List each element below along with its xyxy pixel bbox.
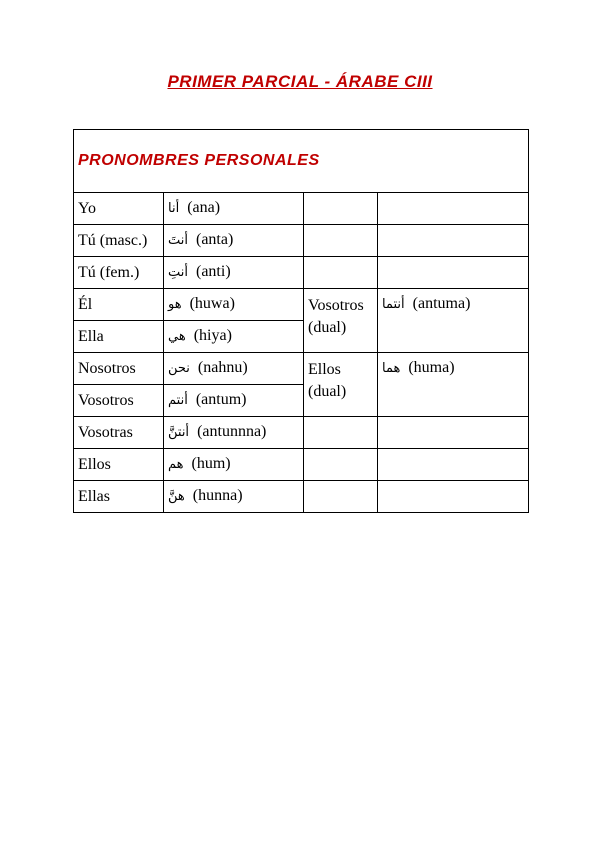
arabic-pronoun-cell (164, 417, 304, 449)
arabic-pronoun: نحن (168, 361, 190, 376)
table-row (74, 481, 529, 513)
transliteration: (hiya) (193, 327, 232, 344)
transliteration: (antum) (195, 391, 247, 408)
transliteration: (hunna) (192, 487, 243, 504)
arabic-pronoun-cell (164, 321, 304, 353)
spanish-pronoun: Él (74, 289, 164, 321)
spanish-pronoun: Ellas (74, 481, 164, 513)
arabic-pronoun: هنَّ (168, 489, 185, 504)
empty-cell (378, 481, 529, 513)
empty-cell (378, 193, 529, 225)
spanish-pronoun: Vosotros (74, 385, 164, 417)
empty-cell (304, 481, 378, 513)
transliteration: (huwa) (189, 295, 235, 312)
arabic-pronoun: أنا (168, 201, 180, 216)
dual-pronoun-name: Ellos (308, 361, 341, 378)
arabic-pronoun-cell (164, 481, 304, 513)
dual-pronoun (304, 289, 378, 353)
spanish-pronoun: Ellos (74, 449, 164, 481)
table-row (74, 225, 529, 257)
table-heading: PRONOMBRES PERSONALES (74, 130, 529, 193)
arabic-pronoun-cell (164, 225, 304, 257)
dual-pronoun-name: Vosotros (308, 297, 364, 314)
table-row (74, 257, 529, 289)
pronouns-table (73, 129, 529, 513)
arabic-pronoun: هم (168, 457, 184, 472)
page-title: PRIMER PARCIAL - ÁRABE CIII (167, 72, 433, 91)
spanish-pronoun: Yo (74, 193, 164, 225)
empty-cell (304, 225, 378, 257)
arabic-pronoun-cell (164, 257, 304, 289)
dual-arabic-cell (378, 289, 529, 353)
arabic-pronoun: أنتما (382, 297, 405, 312)
arabic-pronoun: هي (168, 329, 186, 344)
transliteration: (huma) (408, 359, 455, 376)
transliteration: (ana) (187, 199, 221, 216)
arabic-pronoun-cell (164, 449, 304, 481)
empty-cell (304, 417, 378, 449)
table-row (74, 289, 529, 321)
dual-marker: (dual) (308, 383, 347, 400)
empty-cell (304, 257, 378, 289)
arabic-pronoun-cell (164, 353, 304, 385)
arabic-pronoun: أنتَ (168, 233, 188, 248)
transliteration: (anta) (196, 231, 234, 248)
spanish-pronoun: Vosotras (74, 417, 164, 449)
empty-cell (378, 257, 529, 289)
spanish-pronoun: Tú (masc.) (74, 225, 164, 257)
empty-cell (378, 449, 529, 481)
empty-cell (378, 225, 529, 257)
table-row (74, 353, 529, 385)
transliteration: (antuma) (412, 295, 471, 312)
dual-arabic-cell (378, 353, 529, 417)
arabic-pronoun: أنتِ (168, 265, 188, 280)
spanish-pronoun: Ella (74, 321, 164, 353)
table-row (74, 449, 529, 481)
arabic-pronoun-cell (164, 385, 304, 417)
dual-pronoun (304, 353, 378, 417)
table-row (74, 193, 529, 225)
spanish-pronoun: Tú (fem.) (74, 257, 164, 289)
empty-cell (378, 417, 529, 449)
arabic-pronoun-cell (164, 193, 304, 225)
transliteration: (hum) (191, 455, 231, 472)
arabic-pronoun: هما (382, 361, 401, 376)
arabic-pronoun: أنتنَّ (168, 425, 190, 440)
transliteration: (antunnna) (197, 423, 267, 440)
empty-cell (304, 449, 378, 481)
transliteration: (anti) (196, 263, 231, 280)
arabic-pronoun-cell (164, 289, 304, 321)
arabic-pronoun: هو (168, 297, 182, 312)
transliteration: (nahnu) (197, 359, 248, 376)
table-row (74, 417, 529, 449)
empty-cell (304, 193, 378, 225)
arabic-pronoun: أنتم (168, 393, 188, 408)
spanish-pronoun: Nosotros (74, 353, 164, 385)
dual-marker: (dual) (308, 319, 347, 336)
